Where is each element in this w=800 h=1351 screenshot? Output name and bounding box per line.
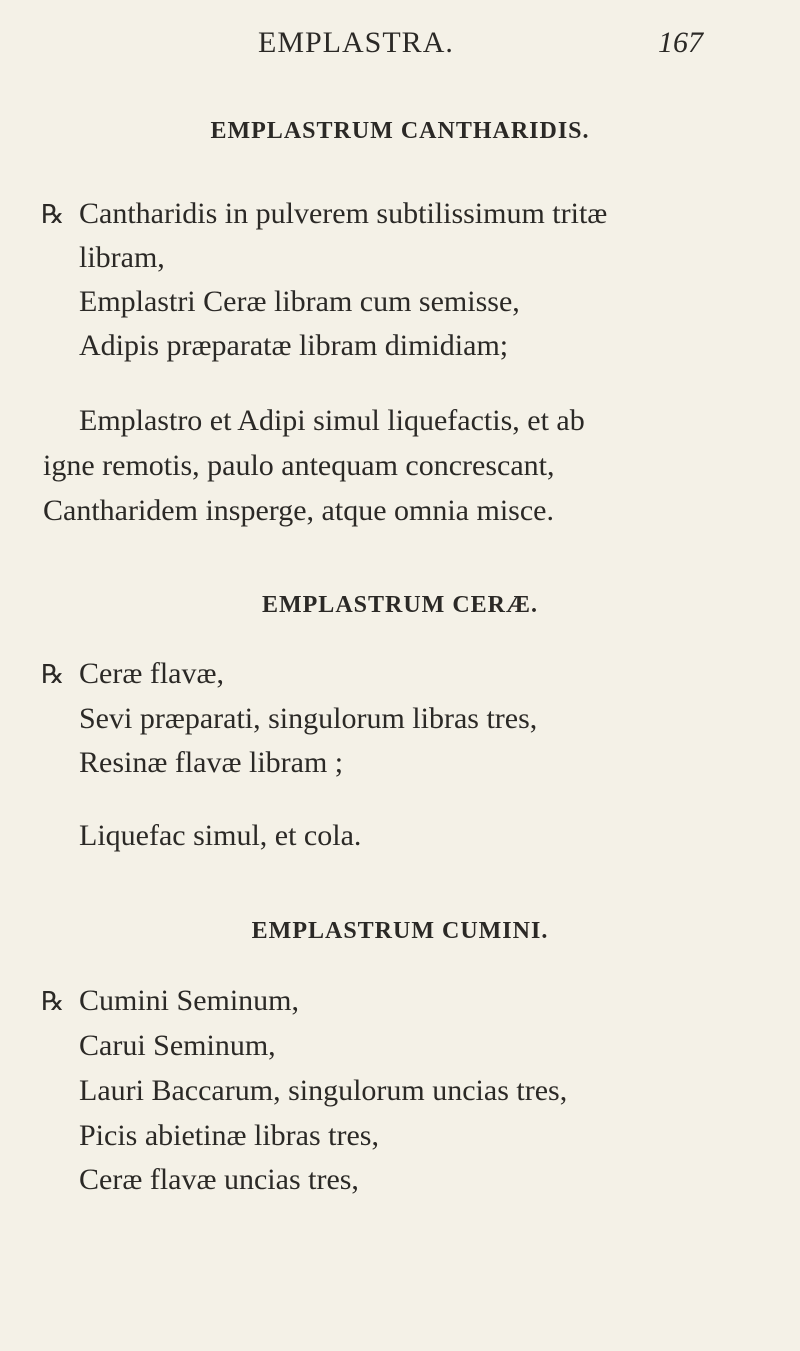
direction-line <box>79 403 585 439</box>
recipe-symbol: ℞ <box>41 200 65 229</box>
section-cumini <box>0 918 800 945</box>
section-heading: EMPLASTRUM CERÆ. <box>261 592 538 618</box>
ingredient-line <box>41 196 607 233</box>
ingredient-line <box>79 1162 359 1198</box>
recipe-symbol: ℞ <box>41 987 65 1016</box>
ingredient-line <box>79 701 537 737</box>
ingredient-line <box>79 328 508 364</box>
page-number: 167 <box>658 26 703 59</box>
ingredient-line <box>79 284 520 320</box>
ingredient-text: Ceræ flavæ uncias tres, <box>79 1163 359 1196</box>
ingredient-text: Sevi præparati, singulorum libras tres, <box>79 702 538 735</box>
direction-text: Cantharidem insperge, atque omnia misce. <box>43 494 554 527</box>
ingredient-text: Picis abietinæ libras tres, <box>79 1119 379 1152</box>
ingredient-text: Emplastri Ceræ libram cum semisse, <box>79 285 520 318</box>
ingredient-line <box>79 1028 276 1064</box>
ingredient-line <box>79 745 343 781</box>
running-title: EMPLASTRA. <box>258 26 454 59</box>
direction-line <box>43 448 554 484</box>
direction-line <box>43 493 554 529</box>
running-head <box>0 26 800 66</box>
ingredient-line <box>41 656 224 693</box>
ingredient-text: Ceræ flavæ, <box>79 657 224 690</box>
direction-text: Emplastro et Adipi simul liquefactis, et ab <box>79 404 585 437</box>
section-heading: EMPLASTRUM CANTHARIDIS. <box>210 118 590 144</box>
ingredient-line <box>41 983 299 1020</box>
ingredient-line <box>79 1118 379 1154</box>
ingredient-text: Lauri Baccarum, singulorum uncias tres, <box>79 1074 568 1107</box>
ingredient-line <box>79 1073 567 1109</box>
ingredient-text: Cumini Seminum, <box>79 984 300 1017</box>
ingredient-text: libram, <box>79 241 165 274</box>
direction-line <box>79 818 361 854</box>
section-cantharidis <box>0 118 800 145</box>
ingredient-text: Resinæ flavæ libram ; <box>79 746 344 779</box>
ingredient-text: Carui Seminum, <box>79 1029 276 1062</box>
section-cerae <box>0 592 800 619</box>
ingredient-text: Cantharidis in pulverem subtilissimum tritæ <box>79 197 608 230</box>
ingredient-text: Adipis præparatæ libram dimidiam; <box>79 329 509 362</box>
recipe-symbol: ℞ <box>41 660 65 689</box>
ingredient-line <box>79 240 165 276</box>
direction-text: igne remotis, paulo antequam concrescant, <box>43 449 555 482</box>
direction-text: Liquefac simul, et cola. <box>79 819 362 852</box>
section-heading: EMPLASTRUM CUMINI. <box>251 918 549 944</box>
